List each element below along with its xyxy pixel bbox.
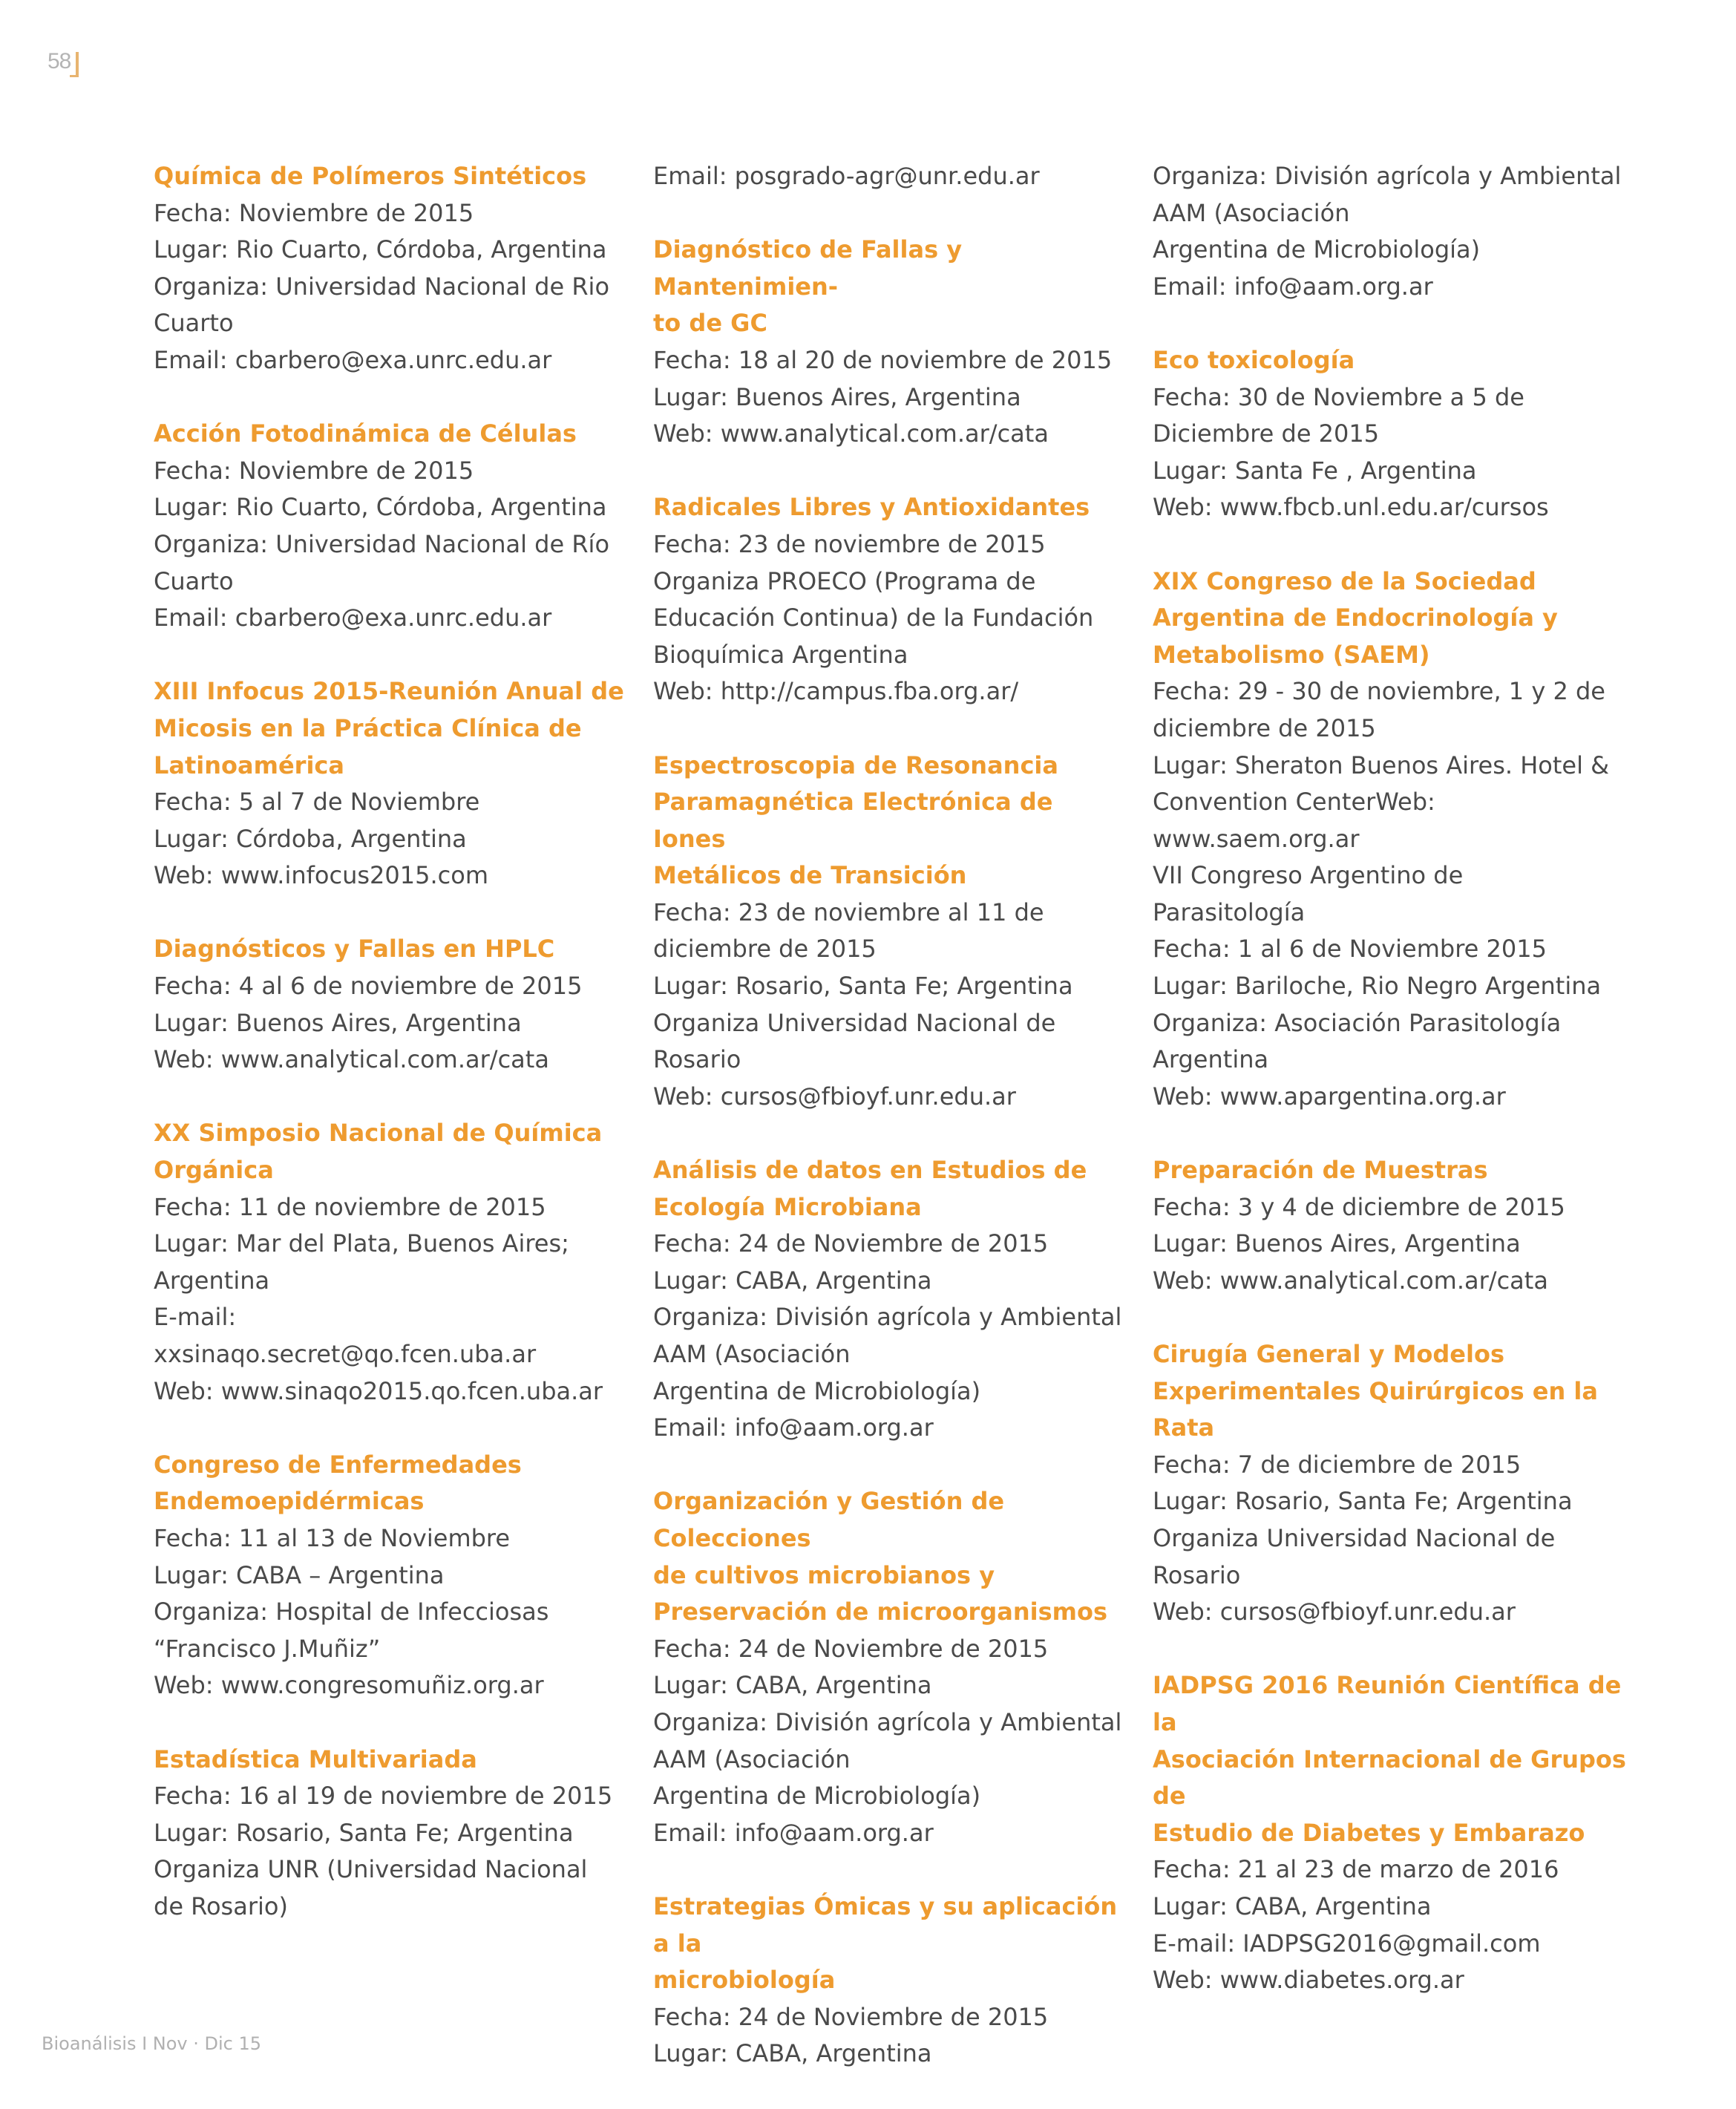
event-entry xyxy=(1153,563,1628,1116)
event-detail: Email: info@aam.org.ar xyxy=(653,1413,934,1442)
event-detail: Fecha: Noviembre de 2015 xyxy=(154,198,474,227)
event-title: Radicales Libres y Antioxidantes xyxy=(653,493,1090,522)
event-detail: Fecha: 1 al 6 de Noviembre 2015 xyxy=(1153,935,1547,964)
column-2 xyxy=(653,158,1128,2109)
event-detail: Fecha: 11 al 13 de Noviembre xyxy=(154,1523,511,1552)
event-title: XIII Infocus 2015-Reunión Anual de Micosis en la Práctica Clínica de Latinoamérica xyxy=(154,677,624,779)
event-detail: Lugar: Rosario, Santa Fe; Argentina xyxy=(653,972,1073,1001)
event-detail: Lugar: Mar del Plata, Buenos Aires; Argentina xyxy=(154,1229,569,1295)
event-detail: Fecha: 30 de Noviembre a 5 de Diciembre de 2015 xyxy=(1153,382,1524,448)
event-detail: Fecha: 4 al 6 de noviembre de 2015 xyxy=(154,972,583,1001)
event-detail: Fecha: 16 al 19 de noviembre de 2015 xyxy=(154,1782,613,1811)
event-title: Acción Fotodinámica de Células xyxy=(154,419,577,448)
event-detail: Organiza UNR (Universidad Nacional de Rosario) xyxy=(154,1855,588,1920)
event-detail: Fecha: 18 al 20 de noviembre de 2015 xyxy=(653,345,1113,374)
event-detail: Fecha: 3 y 4 de diciembre de 2015 xyxy=(1153,1192,1565,1221)
event-entry xyxy=(1153,1336,1628,1631)
event-entry xyxy=(653,158,1128,195)
event-detail: Lugar: Sheraton Buenos Aires. Hotel & Convention CenterWeb: www.saem.org.ar xyxy=(1153,751,1610,853)
event-entry xyxy=(653,1483,1128,1851)
event-detail: Organiza Universidad Nacional de Rosario xyxy=(1153,1523,1556,1589)
event-detail: Web: cursos@fbioyf.unr.edu.ar xyxy=(1153,1598,1516,1626)
event-detail: Email: cbarbero@exa.unrc.edu.ar xyxy=(154,345,552,374)
event-detail: Web: www.infocus2015.com xyxy=(154,861,488,890)
event-detail: Lugar: CABA, Argentina xyxy=(653,1266,932,1295)
event-detail: Web: www.analytical.com.ar/cata xyxy=(1153,1266,1548,1295)
event-detail: Lugar: CABA – Argentina xyxy=(154,1560,445,1589)
event-title: Química de Polímeros Sintéticos xyxy=(154,162,587,190)
event-detail: Fecha: 23 de noviembre de 2015 xyxy=(653,529,1046,558)
event-detail: Fecha: 24 de Noviembre de 2015 xyxy=(653,1229,1049,1258)
event-detail: Lugar: CABA, Argentina xyxy=(653,2039,932,2068)
event-entry xyxy=(154,931,629,1078)
event-detail: Email: info@aam.org.ar xyxy=(1153,272,1433,301)
column-3 xyxy=(1153,158,1628,2036)
event-title: IADPSG 2016 Reunión Científica de la Asociación Internacional de Grupos de Estudio de Diabetes y Embarazo xyxy=(1153,1671,1626,1847)
event-detail: Web: cursos@fbioyf.unr.edu.ar xyxy=(653,1082,1016,1111)
event-title: Diagnósticos y Fallas en HPLC xyxy=(154,935,555,964)
event-entry xyxy=(1153,1667,1628,1998)
event-detail: Fecha: 11 de noviembre de 2015 xyxy=(154,1192,546,1221)
event-entry xyxy=(1153,158,1628,305)
event-detail: Lugar: CABA, Argentina xyxy=(1153,1891,1432,1920)
event-entry xyxy=(653,489,1128,710)
event-detail: Fecha: 24 de Noviembre de 2015 xyxy=(653,2002,1049,2031)
event-entry xyxy=(653,232,1128,453)
event-detail: Lugar: CABA, Argentina xyxy=(653,1671,932,1700)
event-title: Análisis de datos en Estudios de Ecología Microbiana xyxy=(653,1156,1087,1221)
event-entry xyxy=(154,673,629,895)
event-title: XX Simposio Nacional de Química Orgánica xyxy=(154,1119,603,1185)
event-detail: Lugar: Buenos Aires, Argentina xyxy=(653,382,1021,411)
event-detail: Organiza: División agrícola y Ambiental AAM (Asociación Argentina de Microbiología) xyxy=(653,1303,1122,1405)
event-entry xyxy=(653,1152,1128,1447)
event-detail: VII Congreso Argentino de Parasitología xyxy=(1153,861,1464,926)
event-detail: Email: cbarbero@exa.unrc.edu.ar xyxy=(154,604,552,632)
event-detail: Organiza: Hospital de Infecciosas “Francisco J.Muñiz” xyxy=(154,1598,549,1663)
event-detail: Organiza PROECO (Programa de Educación Continua) de la Fundación Bioquímica Argentina xyxy=(653,566,1094,669)
event-entry xyxy=(154,1742,629,1926)
event-detail: Lugar: Buenos Aires, Argentina xyxy=(1153,1229,1521,1258)
column-1 xyxy=(154,158,629,1962)
event-detail: Organiza: División agrícola y Ambiental AAM (Asociación Argentina de Microbiología) xyxy=(653,1707,1122,1811)
event-detail: Fecha: 23 de noviembre al 11 de diciembre de 2015 xyxy=(653,897,1044,964)
event-detail: Lugar: Córdoba, Argentina xyxy=(154,824,467,853)
event-detail: E-mail: xxsinaqo.secret@qo.fcen.uba.ar xyxy=(154,1303,537,1368)
event-detail: Lugar: Rio Cuarto, Córdoba, Argentina xyxy=(154,235,607,264)
event-title: Estadística Multivariada xyxy=(154,1745,477,1773)
event-entry xyxy=(154,158,629,379)
event-detail: Email: posgrado-agr@unr.edu.ar xyxy=(653,162,1040,190)
event-detail: Web: www.fbcb.unl.edu.ar/cursos xyxy=(1153,493,1549,522)
event-detail: Web: www.diabetes.org.ar xyxy=(1153,1966,1464,1995)
event-title: Organización y Gestión de Colecciones de cultivos microbianos y Preservación de microorganismos xyxy=(653,1487,1107,1626)
event-detail: Web: www.analytical.com.ar/cata xyxy=(653,419,1049,448)
event-detail: Lugar: Buenos Aires, Argentina xyxy=(154,1008,522,1037)
event-detail: Fecha: Noviembre de 2015 xyxy=(154,456,474,485)
event-detail: Web: www.sinaqo2015.qo.fcen.uba.ar xyxy=(154,1376,603,1405)
event-detail: Web: www.apargentina.org.ar xyxy=(1153,1082,1506,1111)
page-number: 58 xyxy=(48,49,71,73)
event-entry xyxy=(653,1889,1128,2073)
event-detail: Web: www.analytical.com.ar/cata xyxy=(154,1045,549,1074)
event-title: Cirugía General y Modelos Experimentales Quirúrgicos en la Rata xyxy=(1153,1340,1598,1442)
event-detail: Web: www.congresomuñiz.org.ar xyxy=(154,1671,544,1700)
event-entry xyxy=(1153,1152,1628,1299)
event-detail: Lugar: Rio Cuarto, Córdoba, Argentina xyxy=(154,493,607,522)
event-detail: Web: http://campus.fba.org.ar/ xyxy=(653,677,1019,706)
event-entry xyxy=(154,416,629,637)
event-detail: E-mail: IADPSG2016@gmail.com xyxy=(1153,1929,1541,1958)
page-number-mark xyxy=(76,52,79,77)
event-title: XIX Congreso de la Sociedad Argentina de Endocrinología y Metabolismo (SAEM) xyxy=(1153,566,1558,669)
footer-publication: Bioanálisis I Nov · Dic 15 xyxy=(42,2033,262,2054)
event-detail: Organiza: Universidad Nacional de Rio Cuarto xyxy=(154,272,610,338)
event-detail: Lugar: Bariloche, Rio Negro Argentina xyxy=(1153,972,1602,1001)
event-entry xyxy=(154,1115,629,1410)
event-detail: Organiza: Asociación Parasitología Argentina xyxy=(1153,1008,1562,1074)
event-detail: Fecha: 5 al 7 de Noviembre xyxy=(154,788,480,817)
event-detail: Lugar: Rosario, Santa Fe; Argentina xyxy=(154,1818,574,1847)
event-detail: Lugar: Santa Fe , Argentina xyxy=(1153,456,1477,485)
event-title: Espectroscopia de Resonancia Paramagnética Electrónica de Iones Metálicos de Transición xyxy=(653,751,1058,890)
event-title: Diagnóstico de Fallas y Mantenimien- to de GC xyxy=(653,235,963,338)
event-detail: Email: info@aam.org.ar xyxy=(653,1818,934,1847)
event-detail: Fecha: 21 al 23 de marzo de 2016 xyxy=(1153,1855,1559,1884)
event-title: Congreso de Enfermedades Endemoepidérmicas xyxy=(154,1450,522,1516)
event-detail: Fecha: 7 de diciembre de 2015 xyxy=(1153,1450,1522,1479)
event-detail: Fecha: 24 de Noviembre de 2015 xyxy=(653,1634,1049,1663)
event-detail: Fecha: 29 - 30 de noviembre, 1 y 2 de diciembre de 2015 xyxy=(1153,677,1605,742)
event-detail: Lugar: Rosario, Santa Fe; Argentina xyxy=(1153,1487,1573,1516)
event-title: Eco toxicología xyxy=(1153,345,1355,374)
event-entry xyxy=(653,748,1128,1116)
event-detail: Organiza: Universidad Nacional de Río Cuarto xyxy=(154,529,610,595)
event-entry xyxy=(154,1447,629,1704)
event-title: Preparación de Muestras xyxy=(1153,1156,1488,1185)
event-detail: Organiza Universidad Nacional de Rosario xyxy=(653,1008,1056,1074)
event-entry xyxy=(1153,342,1628,526)
event-title: Estrategias Ómicas y su aplicación a la microbiología xyxy=(653,1891,1118,1995)
event-detail: Organiza: División agrícola y Ambiental AAM (Asociación Argentina de Microbiología) xyxy=(1153,162,1622,264)
